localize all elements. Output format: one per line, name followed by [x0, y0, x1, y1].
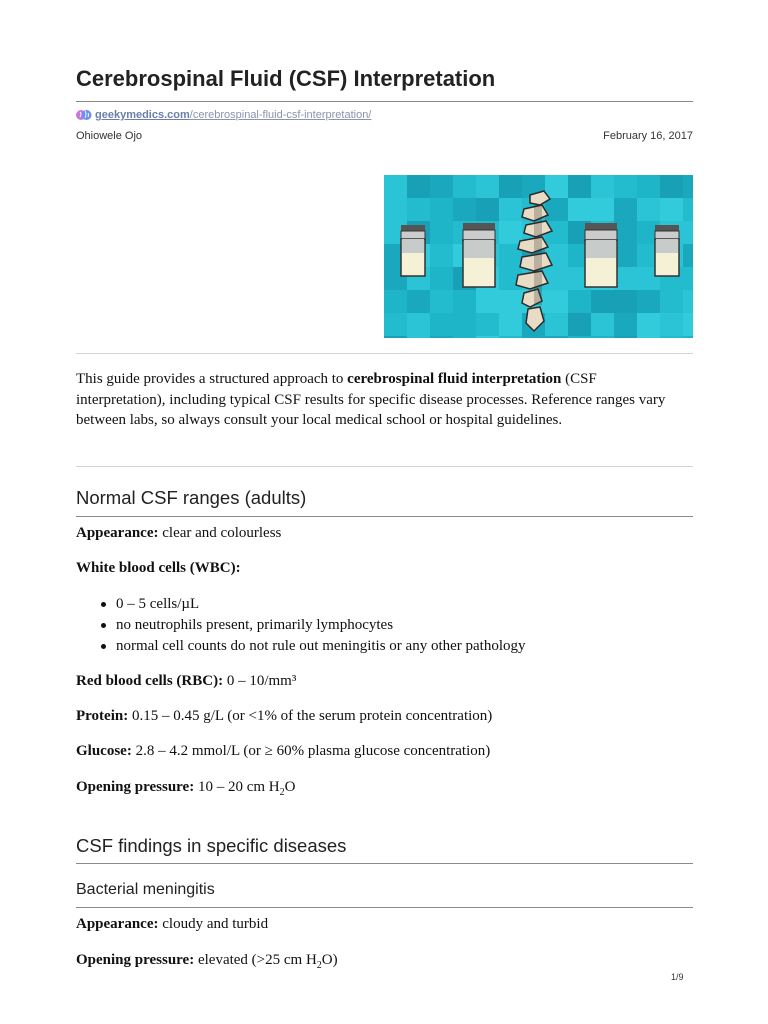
intro-text: This guide provides a structured approach to	[76, 371, 348, 387]
publish-date: February 16, 2017	[603, 130, 693, 142]
normal-heading-divider	[76, 516, 693, 517]
wbc-label	[76, 560, 241, 577]
wbc-list	[76, 594, 526, 657]
mosaic-tile	[430, 221, 453, 244]
mosaic-tile	[407, 313, 430, 336]
mosaic-tile	[660, 336, 683, 338]
hero-divider	[76, 353, 693, 354]
value: 0 – 10/mm³	[223, 673, 297, 689]
label: Glucose:	[76, 743, 132, 759]
author: Ohiowele Ojo	[76, 130, 143, 142]
normal-appearance	[76, 525, 281, 542]
mosaic-tile	[407, 175, 430, 198]
mosaic-tile	[591, 336, 614, 338]
label: Appearance:	[76, 525, 159, 541]
mosaic-tile	[430, 336, 453, 338]
mosaic-tile	[614, 198, 637, 221]
mosaic-tile	[499, 198, 522, 221]
mosaic-tile	[407, 336, 430, 338]
mosaic-tile	[499, 221, 522, 244]
mosaic-tile	[430, 290, 453, 313]
value: cloudy and turbid	[158, 916, 269, 932]
mosaic-tile	[430, 175, 453, 198]
page-number: 1/9	[671, 972, 684, 982]
diseases-heading-divider	[76, 863, 693, 864]
mosaic-tile	[522, 336, 545, 338]
value: clear and colourless	[158, 525, 282, 541]
mosaic-tile	[384, 198, 407, 221]
normal-ranges-heading: Normal CSF ranges (adults)	[76, 487, 307, 508]
mosaic-tile	[683, 244, 693, 267]
value: 0.15 – 0.45 g/L (or <1% of the serum protein concentration)	[128, 708, 493, 724]
mosaic-tile	[384, 290, 407, 313]
mosaic-tile	[430, 267, 453, 290]
value: 10 – 20 cm H	[194, 779, 280, 795]
label: Protein:	[76, 708, 129, 724]
label: White blood cells (WBC):	[76, 560, 241, 576]
mosaic-tile	[476, 336, 499, 338]
normal-glucose	[76, 743, 490, 760]
mosaic-tile	[637, 290, 660, 313]
mosaic-tile	[683, 221, 693, 244]
mosaic-tile	[499, 336, 522, 338]
diseases-heading: CSF findings in specific diseases	[76, 835, 347, 856]
title-divider	[76, 101, 693, 102]
mosaic-tile	[545, 313, 568, 336]
bacterial-appearance	[76, 916, 268, 933]
mosaic-tile	[545, 290, 568, 313]
intro-paragraph	[76, 369, 676, 431]
mosaic-tile	[384, 175, 407, 198]
intro-emphasis: cerebrospinal fluid interpretation	[347, 371, 562, 387]
mosaic-tile	[476, 175, 499, 198]
mosaic-tile	[568, 175, 591, 198]
mosaic-tile	[453, 336, 476, 338]
value-end: O	[284, 779, 296, 795]
csf-tube-4	[655, 225, 679, 276]
mosaic-tile	[384, 313, 407, 336]
mosaic-tile	[453, 198, 476, 221]
label: Red blood cells (RBC):	[76, 673, 224, 689]
mosaic-tile	[683, 175, 693, 198]
subscript: 2	[316, 960, 322, 971]
mosaic-tile	[407, 290, 430, 313]
source-path[interactable]: /cerebrospinal-fluid-csf-interpretation/	[189, 109, 372, 121]
mosaic-tile	[683, 198, 693, 221]
mosaic-tile	[545, 336, 568, 338]
list-item: 0 – 5 cells/µL	[76, 594, 526, 615]
byline	[76, 130, 693, 142]
value: elevated (>25 cm H	[194, 952, 317, 968]
mosaic-tile	[660, 290, 683, 313]
mosaic-tile	[614, 313, 637, 336]
mosaic-tile	[476, 198, 499, 221]
csf-tube-2	[463, 223, 495, 287]
intro-divider	[76, 466, 693, 467]
mosaic-tile	[453, 175, 476, 198]
csf-illustration	[384, 175, 693, 338]
mosaic-tile	[660, 198, 683, 221]
csf-tube-1	[401, 225, 425, 276]
mosaic-tile	[545, 175, 568, 198]
mosaic-tile	[384, 336, 407, 338]
value: 2.8 – 4.2 mmol/L (or ≥ 60% plasma glucose concentration)	[131, 743, 491, 759]
mosaic-tile	[683, 267, 693, 290]
mosaic-tile	[545, 267, 568, 290]
mosaic-tile	[614, 175, 637, 198]
intro-text-rest: (CSF interpretation), including typical CSF results for specific disease processes. Reference ranges vary between labs, so always consult your local medical school or hospital guidelines.	[76, 371, 666, 428]
mosaic-tile	[637, 336, 660, 338]
value-end: O)	[321, 952, 338, 968]
mosaic-tile	[568, 290, 591, 313]
bacterial-heading-divider	[76, 907, 693, 908]
brain-icon	[76, 108, 92, 122]
list-item: no neutrophils present, primarily lymphocytes	[76, 615, 526, 636]
mosaic-tile	[568, 198, 591, 221]
mosaic-tile	[637, 198, 660, 221]
mosaic-tile	[614, 336, 637, 338]
mosaic-tile	[430, 198, 453, 221]
label: Opening pressure:	[76, 952, 195, 968]
label: Appearance:	[76, 916, 159, 932]
normal-opening-pressure	[76, 779, 295, 798]
csf-tube-3	[585, 223, 617, 287]
mosaic-tile	[499, 175, 522, 198]
mosaic-tile	[683, 290, 693, 313]
bacterial-meningitis-heading: Bacterial meningitis	[76, 881, 215, 898]
bacterial-opening-pressure	[76, 952, 338, 971]
mosaic-tile	[591, 290, 614, 313]
mosaic-tile	[476, 290, 499, 313]
mosaic-tile	[430, 313, 453, 336]
mosaic-tile	[430, 244, 453, 267]
normal-protein	[76, 708, 492, 725]
mosaic-tile	[591, 313, 614, 336]
mosaic-tile	[568, 313, 591, 336]
mosaic-tile	[660, 313, 683, 336]
mosaic-tile	[637, 313, 660, 336]
mosaic-tile	[545, 198, 568, 221]
mosaic-tile	[568, 336, 591, 338]
subscript: 2	[279, 787, 285, 798]
list-item: normal cell counts do not rule out meningitis or any other pathology	[76, 636, 526, 657]
spinal-canal	[534, 205, 542, 305]
mosaic-tile	[683, 313, 693, 336]
mosaic-tile	[499, 313, 522, 336]
mosaic-tile	[453, 313, 476, 336]
mosaic-tile	[614, 290, 637, 313]
mosaic-tile	[499, 290, 522, 313]
mosaic-tile	[591, 175, 614, 198]
source-domain[interactable]: geekymedics.com	[95, 109, 190, 121]
source-link[interactable]	[76, 107, 371, 123]
mosaic-tile	[407, 198, 430, 221]
mosaic-tile	[591, 198, 614, 221]
mosaic-tile	[476, 313, 499, 336]
normal-rbc	[76, 673, 296, 690]
mosaic-tile	[453, 290, 476, 313]
mosaic-tile	[660, 175, 683, 198]
hero-image	[384, 175, 693, 338]
mosaic-tile	[683, 336, 693, 338]
label: Opening pressure:	[76, 779, 195, 795]
article-title: Cerebrospinal Fluid (CSF) Interpretation	[76, 66, 496, 91]
mosaic-tile	[637, 175, 660, 198]
